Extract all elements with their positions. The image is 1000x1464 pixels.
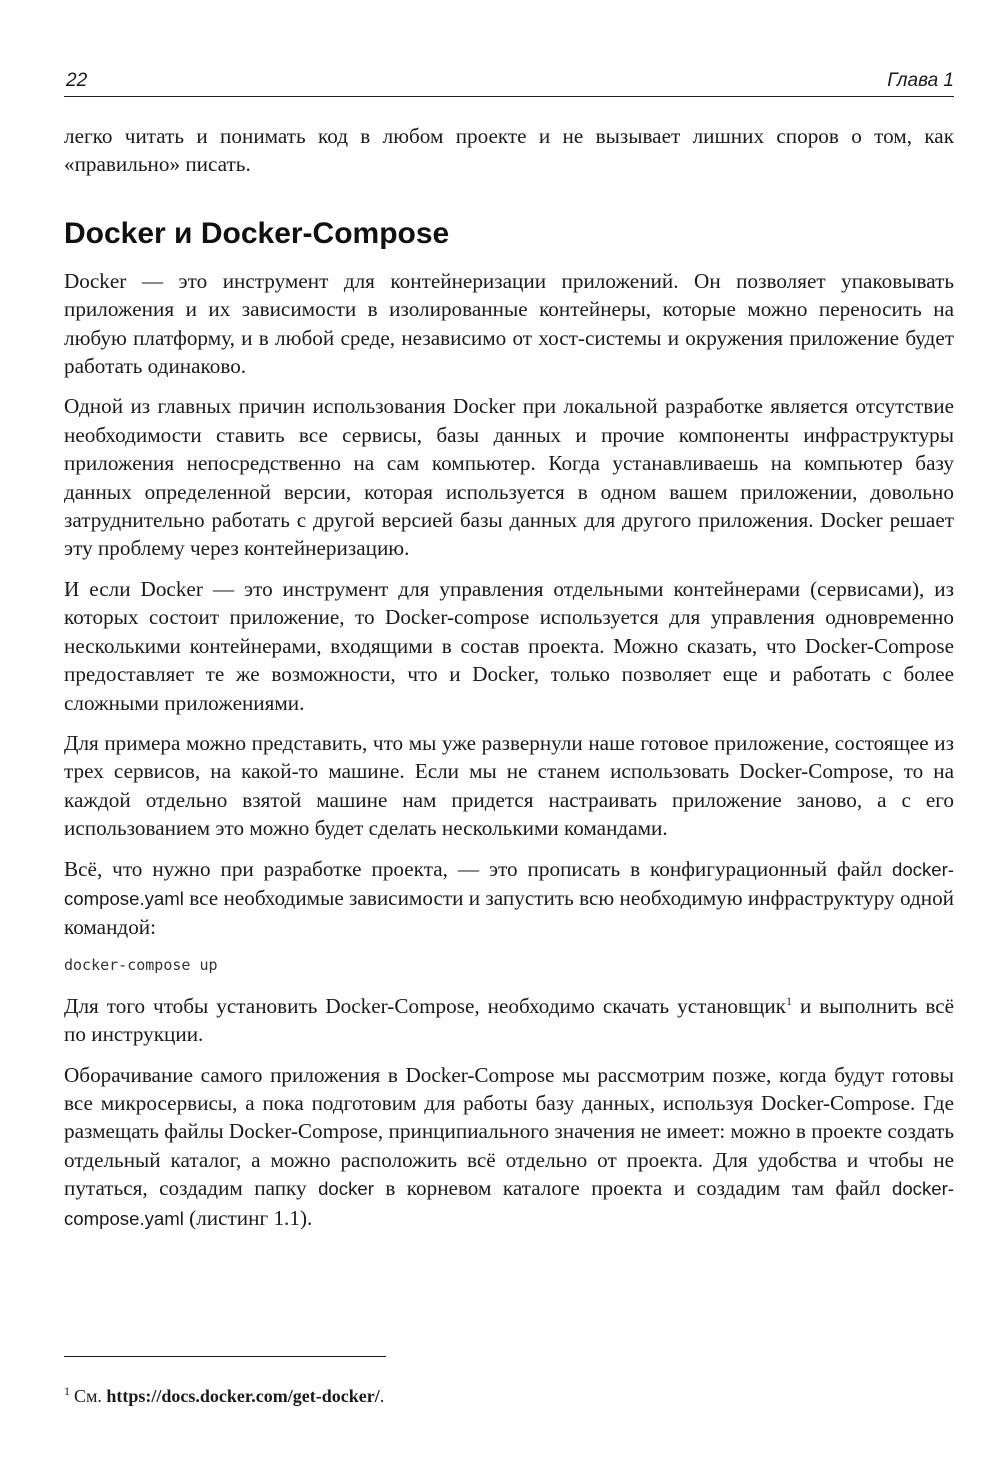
- paragraph-3: И если Docker — это инструмент для управления отдельными контейнерами (сервисами), из которых состоит приложение, то Docker-compose используется для управления одновременно несколькими контейнерами, входящими в состав проекта. Можно сказать, что Docker-Compose предоставляет те же возможности, что и Docker, только позволяет еще и работать с более сложными приложениями.: [64, 576, 954, 715]
- chapter-label: Глава 1: [887, 70, 954, 91]
- paragraph-5: [64, 855, 954, 942]
- paragraph-7: [64, 1061, 954, 1233]
- footnote-suffix: .: [379, 1386, 385, 1406]
- footnote-number: 1: [64, 1384, 70, 1398]
- footnote-ref[interactable]: 1: [785, 993, 792, 1008]
- intro-paragraph: легко читать и понимать код в любом проекте и не вызывает лишних споров о том, как «правильно» писать.: [64, 124, 954, 177]
- command-line: docker-compose up: [64, 955, 218, 974]
- inline-folder-name: docker: [318, 1178, 374, 1200]
- footnote-link[interactable]: https://docs.docker.com/get-docker/: [106, 1386, 380, 1406]
- paragraph-2: Одной из главных причин использования Docker при локальной разработке является отсутствие необходимости ставить все сервисы, базы данных и прочие компоненты инфраструктуры приложения непосредственно на сам компьютер. Когда устанавливаешь на компьютер базу данных определенной версии, которая используется в одном вашем приложении, довольно затруднительно работать с другой версией базы данных для другого приложения. Docker решает эту проблему через контейнеризацию.: [64, 394, 954, 561]
- paragraph-1: Docker — это инструмент для контейнеризации приложений. Он позволяет упаковывать приложения и их зависимости в изолированные контейнеры, которые можно переносить на любую платформу, и в любой среде, независимо от хост-системы и окружения приложение будет работать одинаково.: [64, 268, 954, 379]
- footnote-divider: [64, 1356, 386, 1357]
- paragraph-6-text-end: и выполнить всё по инструкции.: [64, 993, 955, 1047]
- page-body: [64, 122, 954, 1245]
- footnote: [64, 1380, 384, 1407]
- paragraph-5-text-end: все необходимые зависимости и запустить всю необходимую инфраструктуру одной командой:: [64, 885, 954, 940]
- footnote-prefix: См.: [74, 1386, 107, 1406]
- inline-filename: docker-compose.yaml: [64, 1178, 954, 1229]
- running-header: [64, 70, 954, 97]
- paragraph-6-text: Для того чтобы установить Docker-Compose, необходимо скачать установщик: [64, 993, 786, 1018]
- paragraph-5-text: Всё, что нужно при разработке проекта, — это прописать в конфигурационный файл: [64, 856, 892, 881]
- paragraph-7-text: Оборачивание самого приложения в Docker-Compose мы рассмотрим позже, когда будут готовы все микросервисы, а пока подготовим для работы базу данных, используя Docker-Compose. Где размещать файлы Docker-Compose, принципиального значения не имеет: можно в проекте создать отдельный каталог, а можно расположить всё отдельно от проекта. Для удобства и чтобы не путаться, создадим папку: [64, 1062, 954, 1201]
- paragraph-6: [64, 992, 954, 1049]
- paragraph-7-text-mid: в корневом каталоге проекта и создадим там файл: [373, 1176, 892, 1201]
- page-number: 22: [66, 70, 88, 91]
- inline-filename: docker-compose.yaml: [64, 858, 954, 909]
- section-title: Docker и Docker-Compose: [64, 216, 450, 250]
- paragraph-4: Для примера можно представить, что мы уже развернули наше готовое приложение, состоящее из трех сервисов, на какой-то машине. Если мы не станем использовать Docker-Compose, то на каждой отдельно взятой машине нам придется настраивать приложение заново, а с его использованием это можно будет сделать несколькими командами.: [64, 730, 954, 841]
- paragraph-7-text-end: (листинг 1.1).: [183, 1205, 313, 1230]
